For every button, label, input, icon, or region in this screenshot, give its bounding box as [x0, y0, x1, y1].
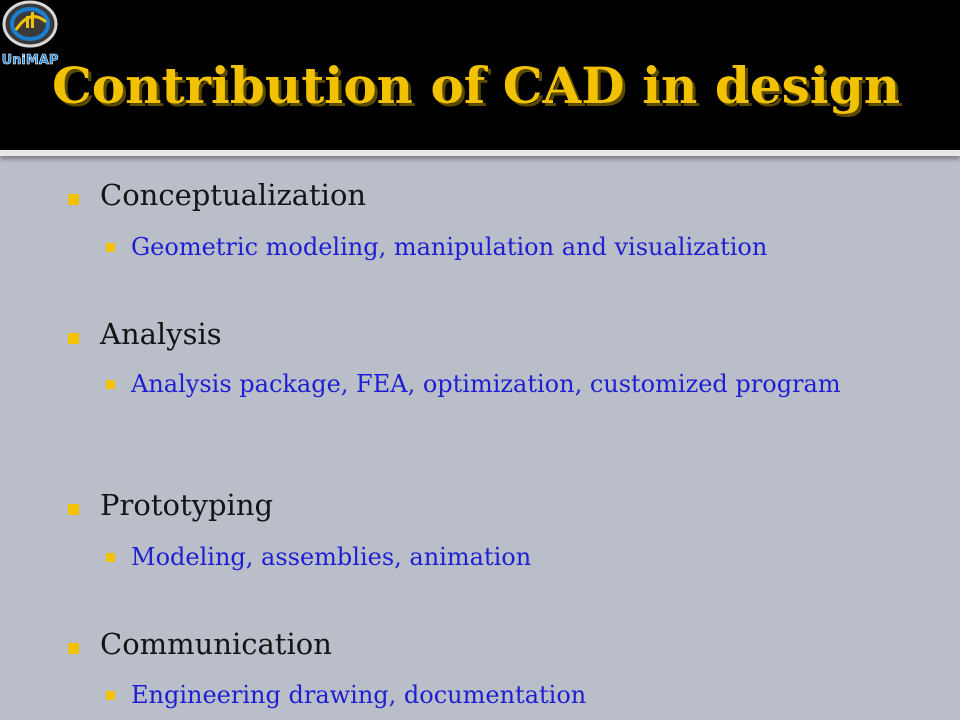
square-bullet-icon	[106, 243, 115, 252]
square-bullet-icon	[68, 333, 79, 344]
svg-text:UniMAP: UniMAP	[1, 53, 59, 68]
bullet-subtext: Modeling, assemblies, animation	[131, 543, 532, 571]
title-divider	[0, 150, 960, 156]
square-bullet-icon	[106, 553, 115, 562]
bullet-label: Communication	[100, 627, 332, 661]
square-bullet-icon	[68, 194, 79, 205]
square-bullet-icon	[68, 504, 79, 515]
bullet-label: Analysis	[100, 317, 222, 351]
slide-title: Contribution of CAD in design	[52, 56, 901, 115]
title-bar	[0, 0, 960, 150]
square-bullet-icon	[106, 380, 115, 389]
bullet-label: Conceptualization	[100, 178, 367, 212]
bullet-subtext: Engineering drawing, documentation	[131, 681, 587, 709]
square-bullet-icon	[68, 643, 79, 654]
bullet-subtext: Geometric modeling, manipulation and visualization	[131, 233, 768, 261]
square-bullet-icon	[106, 691, 115, 700]
bullet-subtext: Analysis package, FEA, optimization, customized program	[131, 370, 841, 398]
bullet-label: Prototyping	[100, 488, 274, 522]
